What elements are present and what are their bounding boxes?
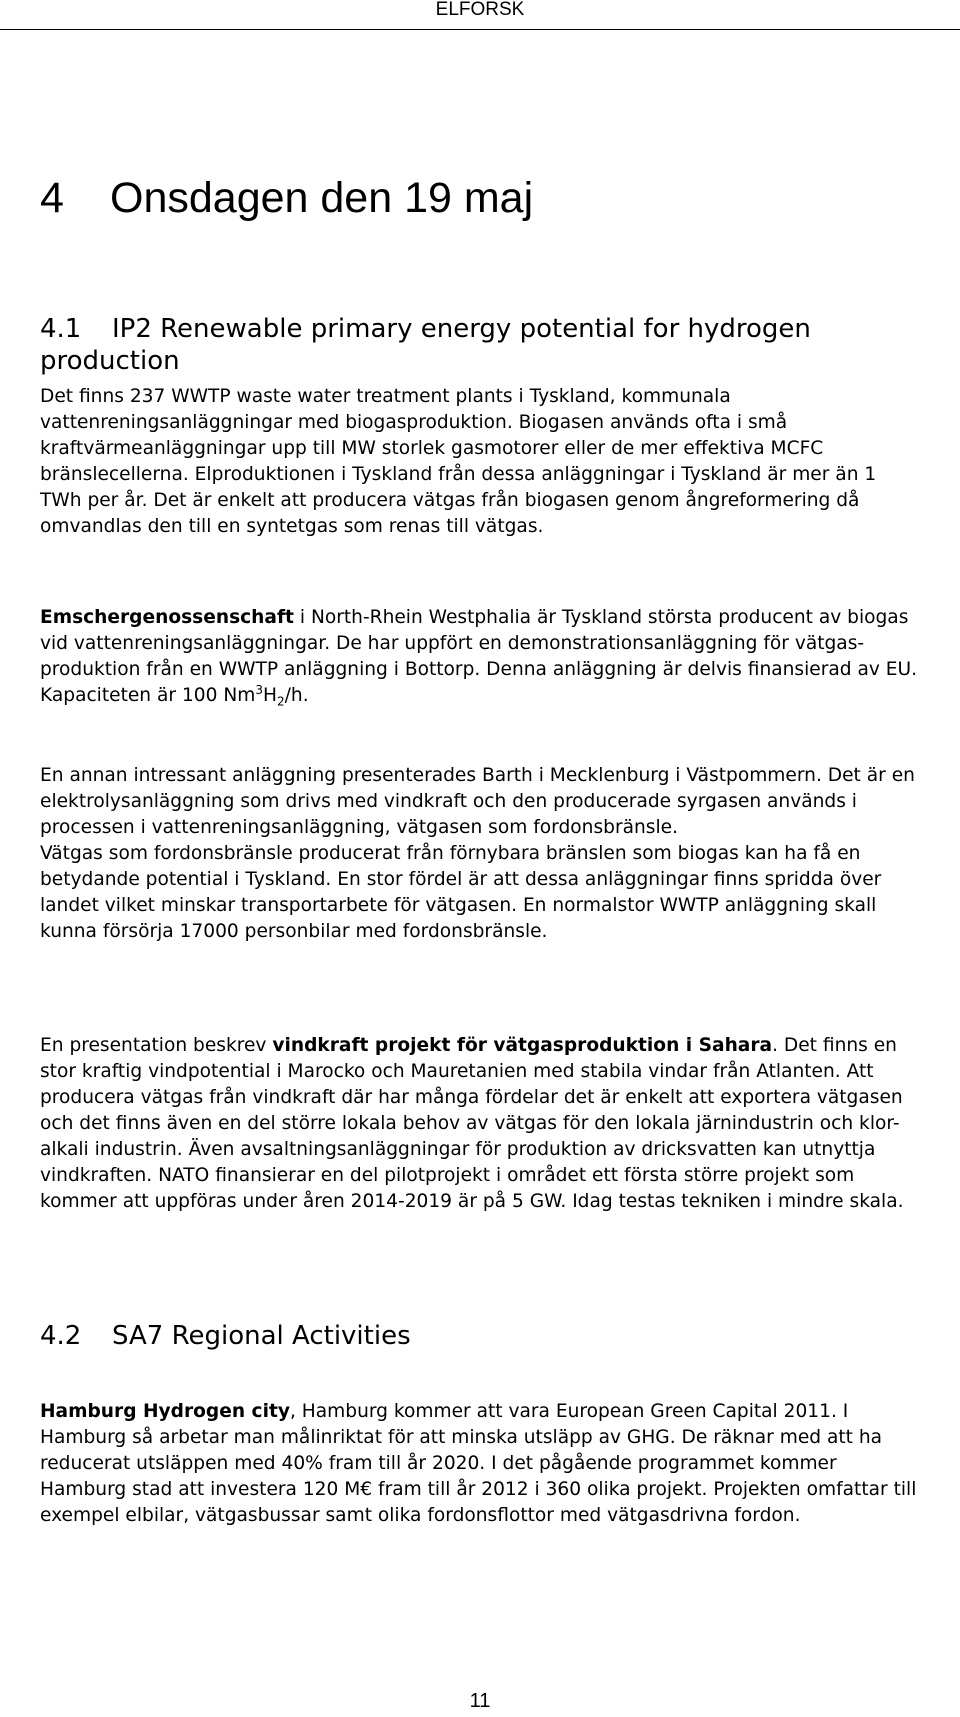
- paragraph-hamburg: [40, 1399, 920, 1529]
- chapter-title: Onsdagen den 19 maj: [110, 174, 534, 222]
- section-title: SA7 Regional Activities: [112, 1321, 411, 1351]
- bold-lead: Hamburg Hydrogen city: [40, 1401, 290, 1422]
- section-title: IP2 Renewable primary energy potential for hydrogen production: [40, 314, 811, 376]
- paragraph-text: . Det finns en stor kraftig vindpotential i Marocko och Mauretanien med stabila vindar från Atlanten. Att producera vätgas från vindkraft där har många fördelar det är enkelt att exportera vätgasen och det finns även en del större lokala behov av vätgas för den lokala järnindustrin och klor-alkali industrin. Även avsaltningsanläggningar för produktion av dricksvatten kan utnyttja vindkraften. NATO finansierar en del pilotprojekt i området ett första större projekt som kommer att uppföras under åren 2014-2019 är på 5 GW. Idag testas tekniken i mindre skala.: [40, 1035, 904, 1212]
- section-heading-4-1: [40, 313, 920, 377]
- paragraph-barth-group: [40, 763, 920, 945]
- section-number: 4.1: [40, 314, 82, 344]
- unit-end: /h.: [284, 685, 309, 706]
- bold-phrase: vindkraft projekt för vätgasproduktion i Sahara: [272, 1035, 773, 1056]
- running-header: ELFORSK: [435, 0, 525, 20]
- paragraph-sahara: [40, 1033, 920, 1215]
- bold-lead: Emschergenossenschaft: [40, 607, 294, 628]
- paragraph-lead: En presentation beskrev: [40, 1035, 273, 1056]
- unit-text: H: [263, 685, 277, 706]
- paragraph-text: i North-Rhein Westphalia är Tyskland största producent av biogas vid vattenreningsanläggningar. De har uppfört en demonstrationsanläggning för vätgas-produktion från en WWTP anläggning i Bottorp. Denna anläggning är delvis finansierad av EU. Kapaciteten är 100 Nm: [40, 607, 918, 706]
- paragraph-barth: En annan intressant anläggning presenterades Barth i Mecklenburg i Västpommern. Det är en elektrolysanläggning som drivs med vindkraft och den producerade syrgasen används i processen i vattenreningsanläggning, vätgasen som fordonsbränsle.: [40, 765, 915, 838]
- header-divider: [0, 29, 960, 30]
- paragraph-wwtp-biogas: Det finns 237 WWTP waste water treatment plants i Tyskland, kommunala vattenreningsanläggningar med biogasproduktion. Biogasen används ofta i små kraftvärmeanläggningar upp till MW storlek gasmotorer eller de mer effektiva MCFC bränslecellerna. Elproduktionen i Tyskland från dessa anläggningar i Tyskland är mer än 1 TWh per år. Det är enkelt att producera vätgas från biogasen genom ångreformering då omvandlas den till en syntetgas som renas till vätgas.: [40, 386, 877, 537]
- section-heading-4-2: [40, 1320, 920, 1352]
- chapter-number: 4: [40, 174, 64, 222]
- subscript: 2: [277, 694, 285, 709]
- superscript: 3: [255, 682, 264, 697]
- page-number: 11: [469, 1690, 491, 1712]
- paragraph-text: , Hamburg kommer att vara European Green Capital 2011. I Hamburg så arbetar man målinriktat för att minska utsläpp av GHG. De räknar med att ha reducerat utsläppen med 40% fram till år 2020. I det pågående programmet kommer Hamburg stad att investera 120 M€ fram till år 2012 i 360 olika projekt. Projekten omfattar till exempel elbilar, vätgasbussar samt olika fordonsflottor med vätgasdrivna fordon.: [40, 1401, 917, 1526]
- paragraph-emschergenossenschaft: [40, 605, 920, 709]
- paragraph-vatgas-fordonsbransle: Vätgas som fordonsbränsle producerat från förnybara bränslen som biogas kan ha få en betydande potential i Tyskland. En stor fördel är att dessa anläggningar finns spridda över landet vilket minskar transportarbete för vätgasen. En normalstor WWTP anläggning skall kunna försörja 17000 personbilar med fordonsbränsle.: [40, 843, 882, 942]
- section-number: 4.2: [40, 1321, 82, 1351]
- chapter-heading: [40, 172, 533, 224]
